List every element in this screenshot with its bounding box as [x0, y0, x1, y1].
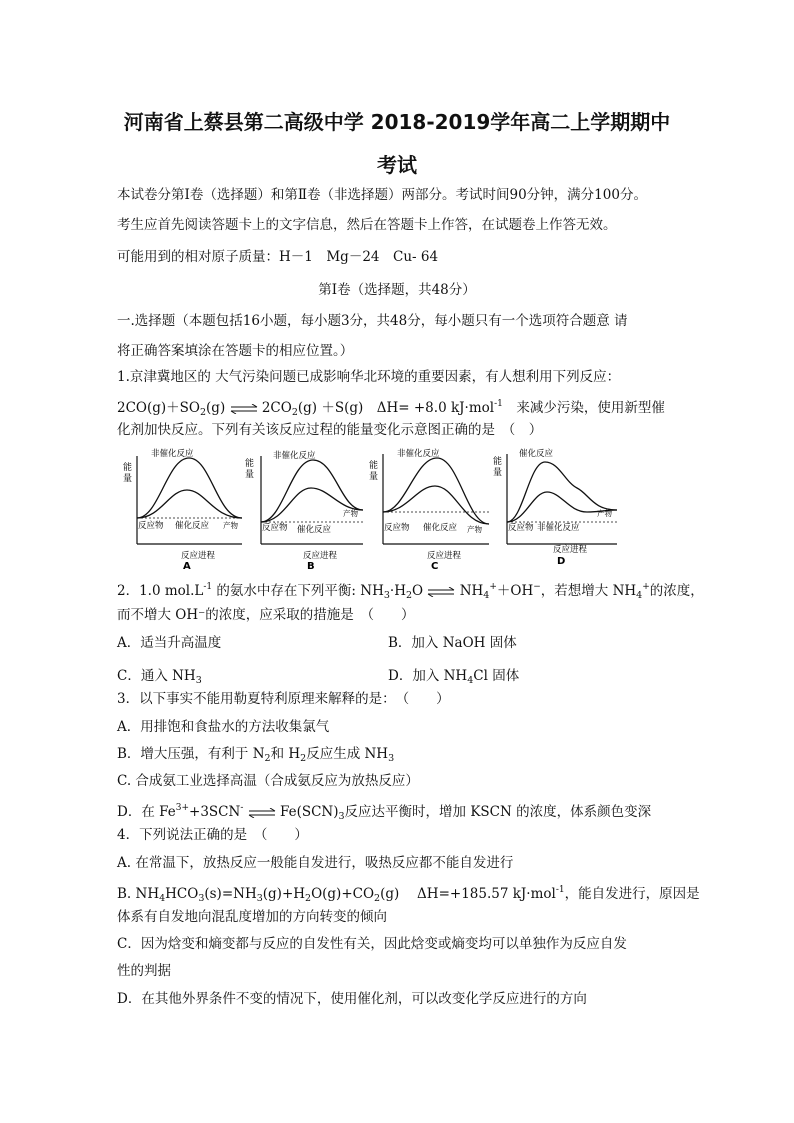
label-non-cat: 非催化反应 [273, 451, 316, 461]
label-xaxis: 反应进程 [427, 551, 462, 561]
label-product: 产物 [467, 525, 482, 534]
ylabel-2: 量 [493, 468, 503, 478]
q3-option-a: A．用排饱和食盐水的方法收集氯气 [117, 719, 330, 735]
label-product: 产物 [597, 509, 612, 518]
q3-stem: 3．以下事实不能用勒夏特利原理来解释的是： （ ） [117, 691, 450, 707]
page-title-line1: 河南省上蔡县第二高级中学 2018-2019学年高二上学期期中 [123, 110, 671, 134]
non-cat-curve [137, 458, 242, 518]
label-xaxis: 反应进程 [181, 551, 216, 561]
equilibrium-arrow-icon [427, 587, 455, 597]
label-xaxis: 反应进程 [303, 551, 338, 561]
diagram-c [369, 448, 489, 570]
label-reactant: 反应物 [262, 523, 288, 533]
label-cat: 催化反应 [519, 449, 554, 459]
diagram-b [245, 450, 363, 570]
page-title-line2: 考试 [377, 153, 417, 177]
ylabel-2: 量 [123, 474, 133, 484]
label-cat: 催化反应 [423, 523, 458, 533]
label-reactant: 反应物 [508, 523, 534, 533]
q1-stem-line1: 1.京津冀地区的 大气污染问题已成影响华北环境的重要因素，有人想利用下列反应： [117, 369, 621, 385]
intro-line-3: 可能用到的相对原子质量：H－1 Mg－24 Cu- 64 [117, 249, 439, 265]
label-letter-d: D [557, 556, 566, 567]
label-product: 产物 [343, 509, 358, 518]
q4-option-c-line1: C．因为焓变和熵变都与反应的自发性有关，因此焓变或熵变均可以单独作为反应自发 [117, 936, 627, 952]
q4-option-b-line1: B. $NH_4HCO_3(s)=NH_3(g)+H_2O(g)+CO_2(g)$ ΔH=+185.57 kJ·mol$^{-1}$，能自发进行，原因是 [117, 885, 700, 904]
label-cat: 催化反应 [175, 521, 210, 531]
label-product: 产物 [223, 521, 238, 530]
q4-option-b-line2: 体系有自发地向混乱度增加的方向转变的倾向 [117, 909, 387, 925]
q2-stem-line1: 2．1.0 $mol.L^{-1}$ 的氨水中存在下列平衡: $NH_3\cdot H_2O$ $NH_4^++OH^-$，若想增大 $NH_4^+$的浓度， [117, 582, 704, 601]
label-letter-b: B [307, 561, 315, 570]
label-reactant: 反应物 [384, 523, 410, 533]
label-xaxis: 反应进程 [553, 545, 588, 555]
energy-diagrams-figure [117, 448, 617, 570]
part-instruction-1: 一.选择题（本题包括16小题，每小题3分，共48分，每小题只有一个选项符合题意 请 [117, 313, 628, 329]
label-cat: 催化反应 [297, 525, 332, 535]
label-reactant: 反应物 [138, 521, 164, 531]
q4-option-a: A. 在常温下，放热反应一般能自发进行，吸热反应都不能自发进行 [117, 855, 514, 871]
q1-stem-line3: 化剂加快反应。下列有关该反应过程的能量变化示意图正确的是 （ ） [117, 422, 543, 438]
equilibrium-arrow-icon [248, 808, 276, 818]
q4-option-c-line2: 性的判据 [117, 963, 171, 979]
label-non-cat: 非催化反应 [397, 449, 440, 459]
label-non-cat: 非催化反应 [537, 523, 580, 533]
diagram-a [123, 448, 242, 570]
label-letter-c: C [431, 561, 439, 570]
q4-stem: 4．下列说法正确的是 （ ） [117, 827, 308, 843]
q3-option-b: B．增大压强，有利于 $N_2$和 $H_2$反应生成 $NH_3$ [117, 746, 395, 764]
ylabel-1: 能 [123, 463, 133, 473]
q3-option-c: C. 合成氨工业选择高温（合成氨反应为放热反应） [117, 773, 419, 789]
q2-option-b: B．加入 NaOH 固体 [388, 635, 517, 651]
cat-curve [137, 490, 242, 518]
q1-equation-line: $2CO(g)+SO_2(g)$ $2CO_2(g) +S(g)$ ΔH= +8.0 kJ·mol$^{-1}$ 来减少污染，使用新型催 [117, 399, 665, 418]
q2-stem-line2: 而不增大 OH⁻的浓度，应采取的措施是 （ ） [117, 607, 415, 623]
q3-option-d: D．在 $Fe^{3+}+3SCN^-$ $Fe(SCN)_3$反应达平衡时，增加 KSCN 的浓度，体系颜色变深 [117, 803, 652, 822]
section-title: 第Ⅰ卷（选择题，共48分） [318, 282, 476, 298]
ylabel-2: 量 [245, 470, 255, 480]
ylabel-1: 能 [493, 457, 503, 467]
q2-option-c: C．通入 $NH_3$ [117, 668, 202, 686]
part-instruction-2: 将正确答案填涂在答题卡的相应位置。） [117, 343, 354, 359]
q4-option-d: D．在其他外界条件不变的情况下，使用催化剂，可以改变化学反应进行的方向 [117, 991, 587, 1007]
ylabel-1: 能 [369, 461, 379, 471]
q2-option-a: A．适当升高温度 [117, 635, 222, 651]
cat-curve [383, 486, 489, 524]
intro-line-2: 考生应首先阅读答题卡上的文字信息，然后在答题卡上作答，在试题卷上作答无效。 [117, 217, 617, 233]
diagram-d [493, 448, 617, 567]
ylabel-2: 量 [369, 472, 379, 482]
equilibrium-arrow-icon [230, 404, 258, 414]
intro-line-1: 本试卷分第Ⅰ卷（选择题）和第Ⅱ卷（非选择题）两部分。考试时间90分钟，满分100分。 [117, 187, 647, 203]
q2-option-d: D．加入 $NH_4Cl$ 固体 [388, 668, 520, 686]
label-non-cat: 非催化反应 [151, 449, 194, 459]
label-letter-a: A [183, 561, 191, 570]
ylabel-1: 能 [245, 459, 255, 469]
non-cat-curve [383, 458, 489, 524]
